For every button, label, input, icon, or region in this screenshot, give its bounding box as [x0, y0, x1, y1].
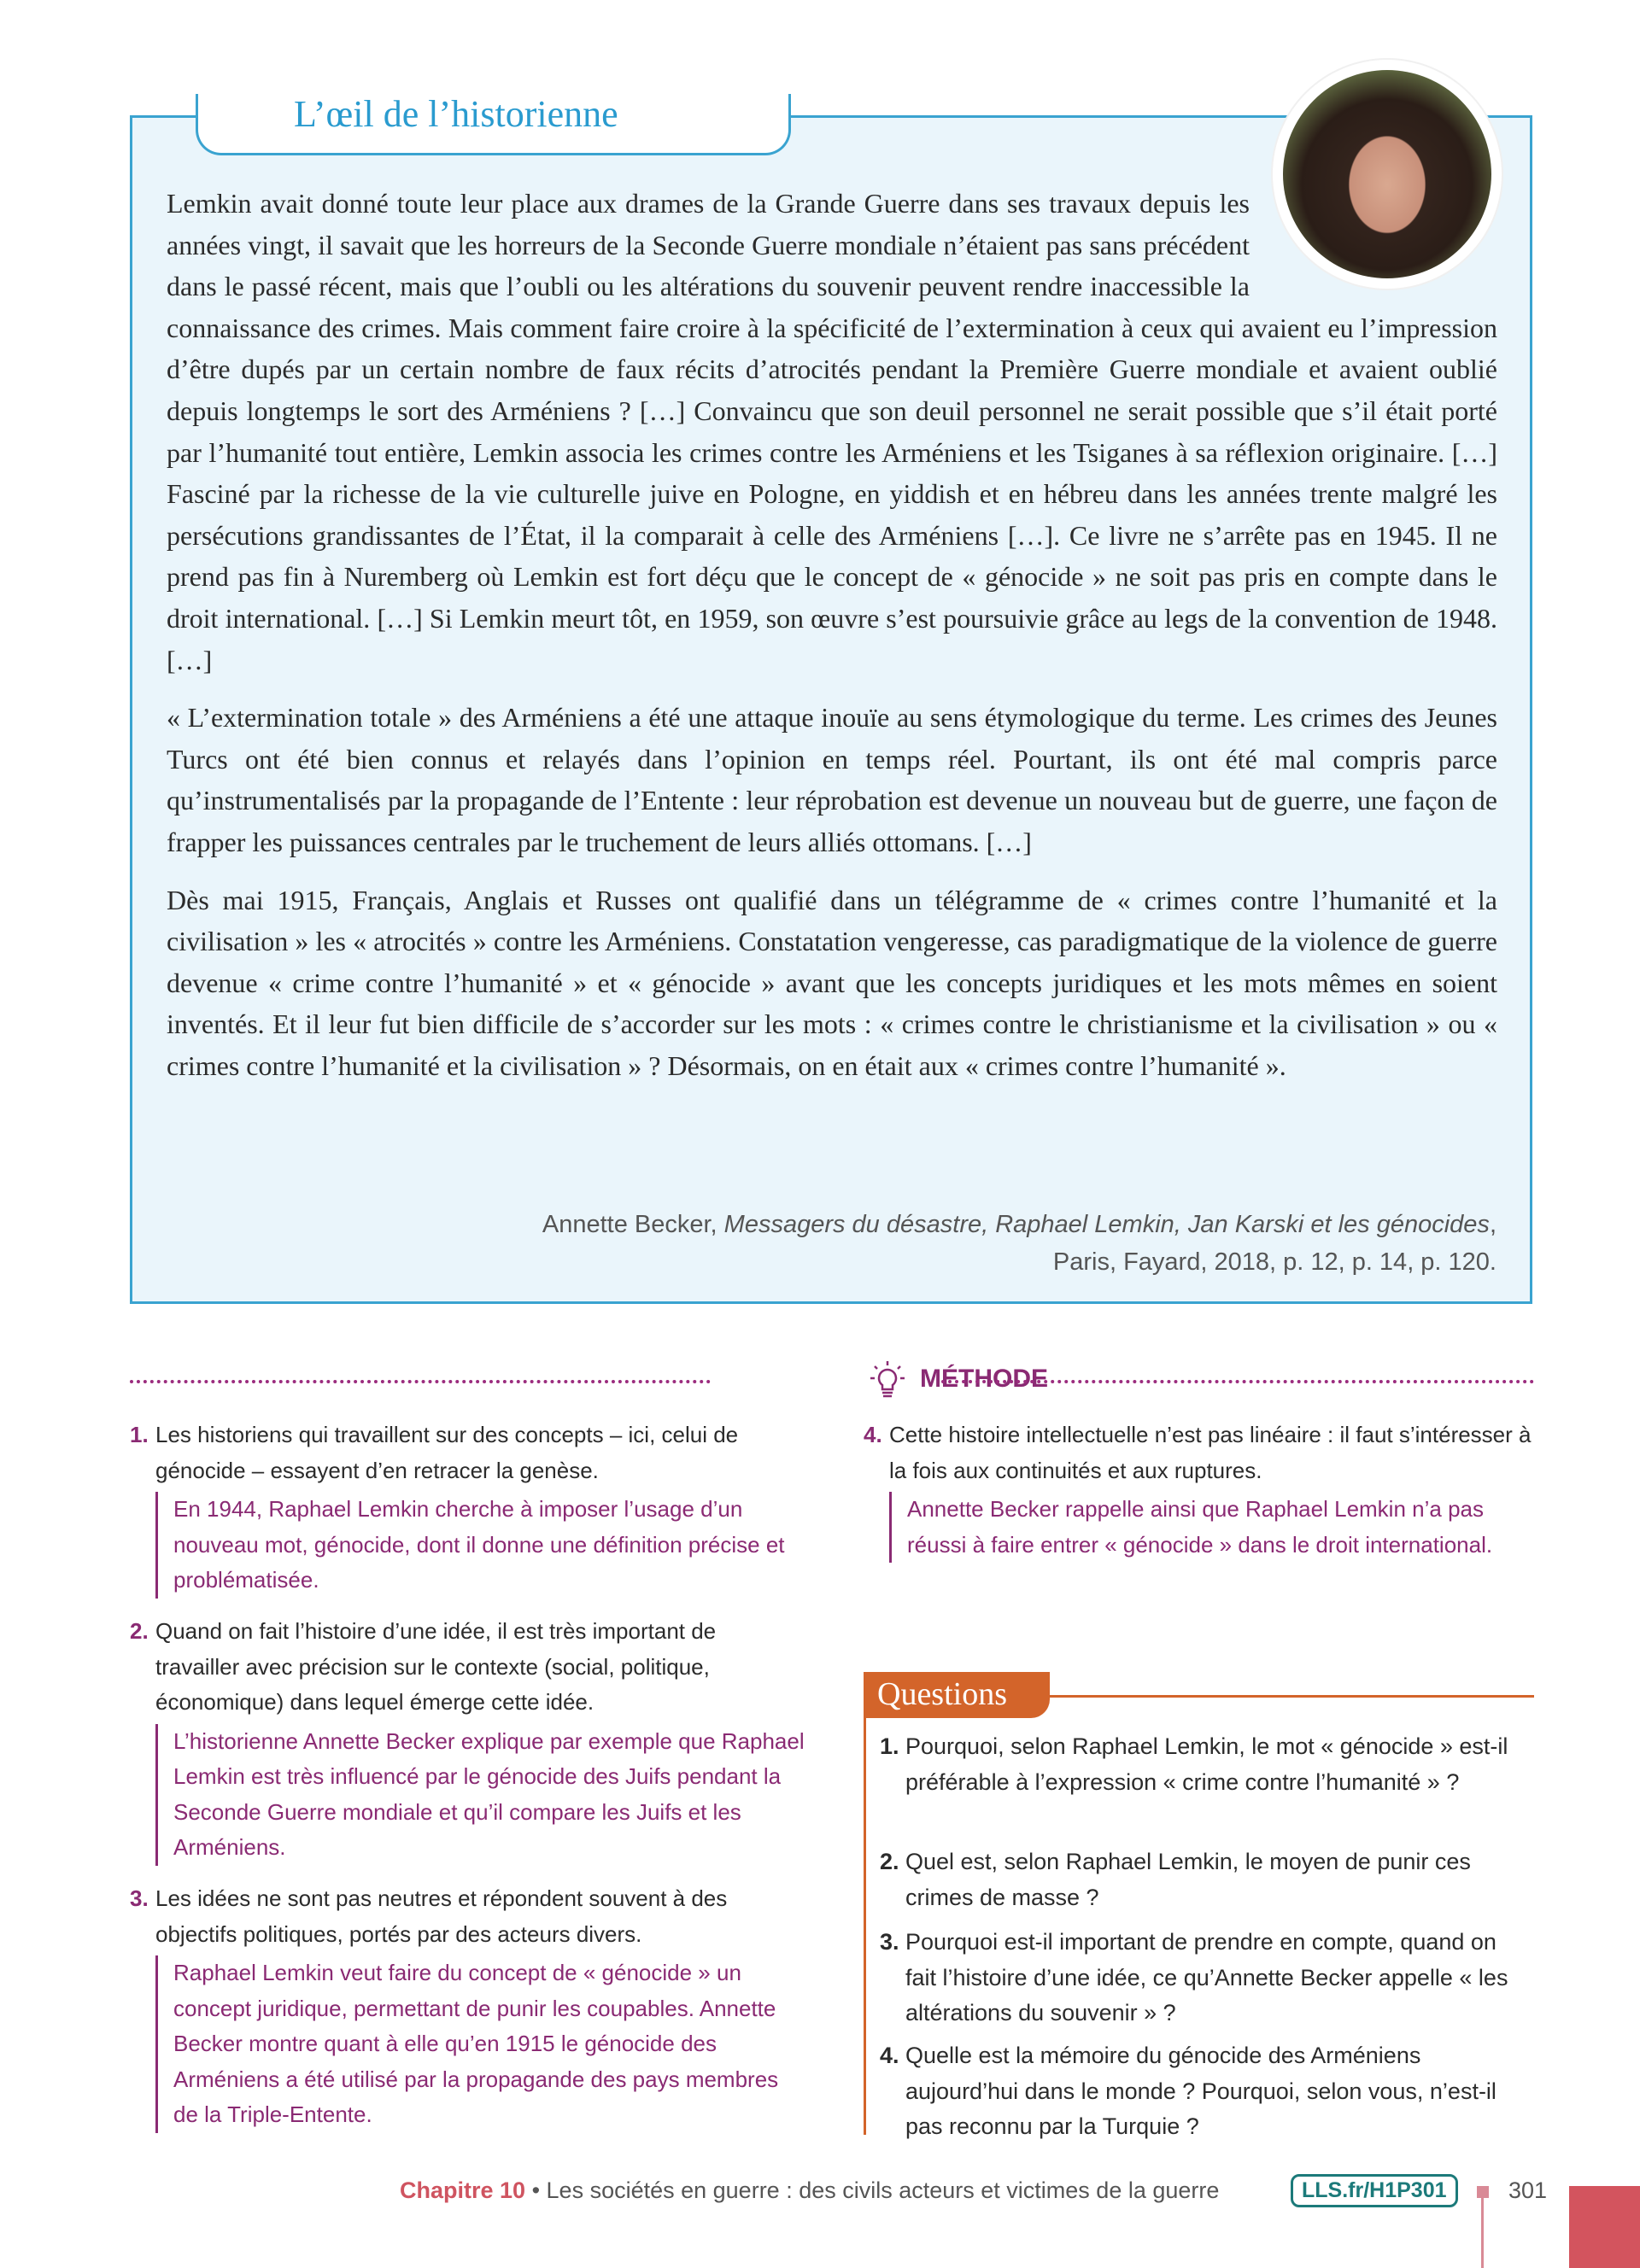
citation-title: Messagers du désastre, Raphael Lemkin, Jan Karski et les génocides: [723, 1211, 1490, 1238]
item-number: 2.: [130, 1618, 149, 1644]
methode-item: [864, 1418, 1534, 1563]
question-text: Pourquoi, selon Raphael Lemkin, le mot « génocide » est-il préférable à l’expression « crime contre l’humanité » ?: [905, 1733, 1508, 1795]
footer-separator: •: [525, 2177, 547, 2203]
question-text: Pourquoi est-il important de prendre en compte, quand on fait l’histoire d’une idée, ce qu’Annette Becker appelle « les altérations du souvenir » ?: [905, 1929, 1508, 2025]
citation-punct: ,: [1489, 1211, 1496, 1238]
question-number: 3.: [880, 1929, 899, 1955]
dotted-divider: [941, 1380, 1534, 1383]
paragraph: « L’extermination totale » des Arméniens a été une attaque inouïe au sens étymologique du terme. Les crimes des Jeunes Turcs ont été bien connus et relayés dans l’opinion en temps réel. Pourtant, ils ont été mal compris parce qu’instrumentalisés par la propagande de l’Entente : leur réprobation est devenue un nouveau but de guerre, une façon de frapper les puissances centrales par le truchement de leurs alliés ottomans. […]: [167, 702, 1497, 857]
chapter-label: Chapitre 10: [400, 2177, 526, 2203]
methode-header: [130, 1363, 1534, 1397]
question-number: 2.: [880, 1849, 899, 1874]
question-item: [880, 2038, 1529, 2145]
questions-title: Questions: [877, 1676, 1007, 1712]
questions-side-rule: [864, 1716, 866, 2135]
methode-item: [130, 1418, 805, 1599]
item-number: 4.: [864, 1422, 882, 1447]
question-item: [880, 1844, 1529, 1915]
page-tab: [1569, 2186, 1640, 2268]
page-marker: [1477, 2186, 1489, 2198]
paragraph: Dès mai 1915, Français, Anglais et Russes ont qualifié dans un télégramme de « crimes contre l’humanité et la civilisation » les « atrocités » contre les Arméniens. Constatation vengeresse, cas paradigmatique de la violence de guerre devenue « crime contre l’humanité » et « génocide » avant que les concepts juridiques et les mots mêmes en soient inventés. Et il leur fut bien difficile de s’accorder sur les mots : « crimes contre le christianisme et la civilisation » ou « crimes contre l’humanité et la civilisation » ? Désormais, on en était aux « crimes contre l’humanité ».: [167, 884, 1497, 1081]
item-text: Les idées ne sont pas neutres et répondent souvent à des objectifs politiques, portés par des acteurs divers.: [155, 1885, 728, 1947]
citation-publisher: Paris, Fayard, 2018, p. 12, p. 14, p. 120.: [1052, 1248, 1496, 1276]
item-text: Quand on fait l’histoire d’une idée, il est très important de travailler avec précision sur le contexte (social, politique, économique) dans lequel émerge cette idée.: [155, 1618, 717, 1715]
item-answer: L’historienne Annette Becker explique par exemple que Raphael Lemkin est très influencé par le génocide des Juifs pendant la Seconde Guerre mondiale et qu’il compare les Juifs et les Arméniens.: [155, 1724, 805, 1866]
page-footer: [400, 2177, 1219, 2204]
item-number: 3.: [130, 1885, 149, 1911]
lightbulb-icon: [866, 1359, 909, 1402]
methode-label: MÉTHODE: [920, 1365, 1048, 1393]
question-number: 1.: [880, 1733, 899, 1759]
historian-text: [167, 183, 1497, 1102]
item-text: Cette histoire intellectuelle n’est pas linéaire : il faut s’intéresser à la fois aux continuités et aux ruptures.: [889, 1422, 1532, 1483]
question-item: [880, 1925, 1529, 2031]
box-title: L’œil de l’historienne: [294, 93, 618, 135]
item-number: 1.: [130, 1422, 149, 1447]
item-answer: Annette Becker rappelle ainsi que Raphael Lemkin n’a pas réussi à faire entrer « génocide » dans le droit international.: [889, 1492, 1534, 1563]
dotted-divider: [130, 1380, 711, 1383]
question-item: [880, 1729, 1529, 1800]
item-text: Les historiens qui travaillent sur des concepts – ici, celui de génocide – essayent d’en retracer la genèse.: [155, 1422, 739, 1483]
methode-item: [130, 1614, 805, 1866]
chapter-title: Les sociétés en guerre : des civils acteurs et victimes de la guerre: [546, 2177, 1220, 2203]
online-resource-link[interactable]: LLS.fr/H1P301: [1291, 2174, 1458, 2207]
page-number: 301: [1508, 2177, 1548, 2203]
question-number: 4.: [880, 2043, 899, 2068]
questions-rule: [1050, 1695, 1534, 1698]
question-text: Quelle est la mémoire du génocide des Arméniens aujourd’hui dans le monde ? Pourquoi, selon vous, n’est-il pas reconnu par la Turquie ?: [905, 2043, 1496, 2139]
item-answer: En 1944, Raphael Lemkin cherche à imposer l’usage d’un nouveau mot, génocide, dont il donne une définition précise et problématisée.: [155, 1492, 805, 1599]
citation: [542, 1206, 1496, 1281]
portrait-space: [1250, 183, 1497, 302]
paragraph: Lemkin avait donné toute leur place aux drames de la Grande Guerre dans ses travaux depuis les années vingt, il savait que les horreurs de la Seconde Guerre mondiale n’étaient pas sans précédent dans le passé récent, mais que l’oubli ou les altérations du souvenir peuvent rendre inaccessible la connaissance des crimes. Mais comment faire croire à la spécificité de l’extermination à ceux qui avaient eu l’impression d’être dupés par un certain nombre de faux récits d’atrocités pendant la Première Guerre mondiale et avaient oublié depuis longtemps le sort des Arméniens ? […] Convaincu que son deuil personnel ne serait possible que s’il était porté par l’humanité tout entière, Lemkin associa les crimes contre les Arméniens et les Tsiganes à sa réflexion originaire. […] Fasciné par la richesse de la vie culturelle juive en Pologne, en yiddish et en hébreu dans les années trente malgré les persécutions grandissantes de l’État, il la comparait à celle des Arméniens […]. Ce livre ne s’arrête pas en 1945. Il ne prend pas fin à Nuremberg où Lemkin est fort déçu que le concept de « génocide » ne soit pas pris en compte dans le droit international. […] Si Lemkin meurt tôt, en 1959, son œuvre s’est poursuivie grâce au legs de la convention de 1948. […]: [167, 188, 1497, 675]
citation-author: Annette Becker,: [542, 1211, 724, 1238]
item-answer: Raphael Lemkin veut faire du concept de « génocide » un concept juridique, permettant de punir les coupables. Annette Becker montre quant à elle qu’en 1915 le génocide des Arméniens a été utilisé par la propagande des pays membres de la Triple-Entente.: [155, 1955, 805, 2133]
questions-header: [864, 1672, 1050, 1718]
methode-item: [130, 1881, 805, 2133]
question-text: Quel est, selon Raphael Lemkin, le moyen de punir ces crimes de masse ?: [905, 1849, 1471, 1910]
page-marker-line: [1481, 2198, 1484, 2268]
